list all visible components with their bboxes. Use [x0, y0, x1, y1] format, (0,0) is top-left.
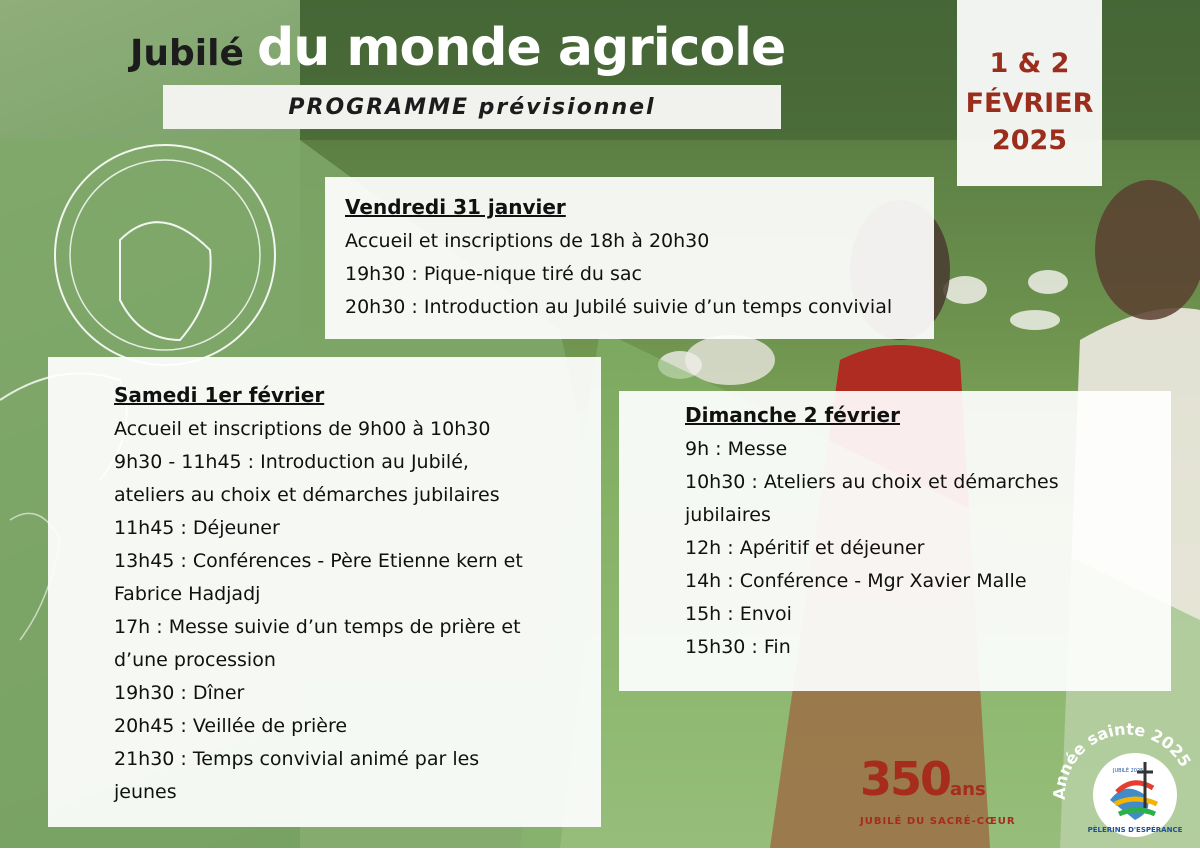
saturday-line: ateliers au choix et démarches jubilaires — [114, 484, 500, 506]
saturday-line: 19h30 : Dîner — [114, 682, 245, 704]
sunday-title: Dimanche 2 février — [685, 403, 900, 427]
sunday-line: 15h30 : Fin — [685, 636, 791, 658]
sunday-line: 10h30 : Ateliers au choix et démarches — [685, 471, 1059, 493]
jubilee-logo-graphic — [1045, 700, 1200, 848]
friday-title: Vendredi 31 janvier — [345, 195, 566, 219]
friday-line: 19h30 : Pique-nique tiré du sac — [345, 263, 642, 285]
jubilee-2025-logo — [1045, 700, 1200, 848]
logo-350-number: 350 — [860, 752, 951, 806]
sunday-line: 15h : Envoi — [685, 603, 792, 625]
page-title — [130, 18, 785, 78]
saturday-line: jeunes — [114, 781, 177, 803]
date-line3: 2025 — [991, 125, 1068, 156]
saturday-line: 21h30 : Temps convivial animé par les — [114, 748, 480, 770]
saturday-line: 13h45 : Conférences - Père Etienne kern et — [114, 550, 523, 572]
saturday-line: 11h45 : Déjeuner — [114, 517, 280, 539]
jubilee-small: JUBILÉ 2025 — [1113, 768, 1144, 774]
subtitle-banner: PROGRAMME prévisionnel — [163, 85, 781, 129]
sunday-line: jubilaires — [685, 504, 771, 526]
saturday-line: 20h45 : Veillée de prière — [114, 715, 348, 737]
date-box — [957, 0, 1102, 186]
sunday-line: 14h : Conférence - Mgr Xavier Malle — [685, 570, 1027, 592]
saturday-card — [48, 357, 601, 827]
logo-350-suffix: ans — [950, 779, 986, 800]
logo-350-caption: JUBILÉ DU SACRÉ-CŒUR — [860, 816, 1016, 827]
sunday-card — [619, 391, 1171, 691]
title-jubile: Jubilé — [130, 33, 244, 74]
saturday-line: 17h : Messe suivie d’un temps de prière et — [114, 616, 521, 638]
saturday-title: Samedi 1er février — [114, 383, 325, 407]
sunday-line: 12h : Apéritif et déjeuner — [685, 537, 925, 559]
sunday-line: 9h : Messe — [685, 438, 788, 460]
saturday-line: Accueil et inscriptions de 9h00 à 10h30 — [114, 418, 491, 440]
saturday-line: Fabrice Hadjadj — [114, 583, 261, 605]
friday-card — [325, 177, 934, 339]
saturday-line: d’une procession — [114, 649, 276, 671]
jubilee-arc-text: Année sainte 2025 — [1049, 719, 1195, 801]
friday-line: Accueil et inscriptions de 18h à 20h30 — [345, 230, 710, 252]
date-line2: FÉVRIER — [965, 88, 1094, 119]
logo-350-ans — [860, 752, 1016, 827]
date-line1: 1 & 2 — [989, 48, 1070, 79]
jubilee-pelerins: PÈLERINS D'ESPÉRANCE — [1087, 826, 1183, 834]
saturday-line: 9h30 - 11h45 : Introduction au Jubilé, — [114, 451, 469, 473]
friday-line: 20h30 : Introduction au Jubilé suivie d’un temps convivial — [345, 296, 893, 318]
title-main: du monde agricole — [256, 18, 786, 78]
